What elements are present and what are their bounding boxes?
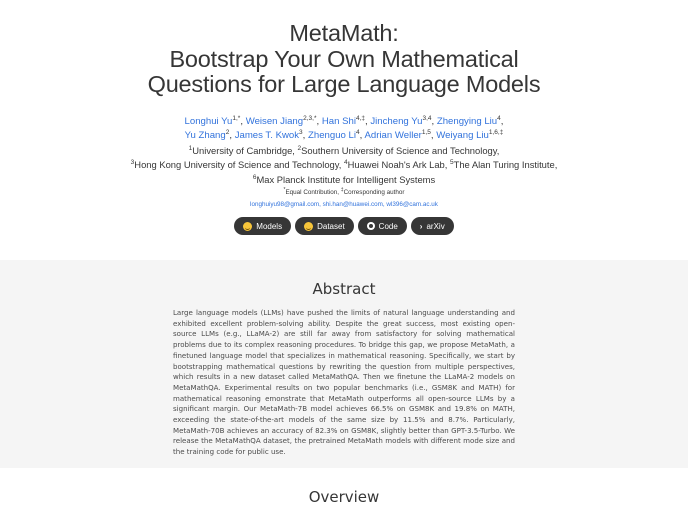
- author-sup: 4: [356, 129, 360, 136]
- models-label: Models: [256, 221, 283, 231]
- author-link[interactable]: Zhenguo Li: [308, 130, 357, 141]
- author-notes: [0, 189, 688, 196]
- code-label: Code: [378, 221, 398, 231]
- code-button[interactable]: [358, 217, 407, 235]
- author-link[interactable]: Zhengying Liu: [436, 115, 498, 127]
- overview-heading: Overview: [308, 488, 380, 506]
- abstract-text: Large language models (LLMs) have pushed the limits of natural language understanding and exhibited excellent problem-solving ability. Despite the great success, most existing open-source LLMs (e.g., LLaMA-2) are still far away from satisfactory for solving mathematical problems due to its complex reasoning procedures. To bridge this gap, we propose MetaMath, a finetuned language model that specializes in mathematical reasoning. Specifically, we start by bootstrapping mathematical questions by rewriting the question from multiple perspectives, which results in a new dataset called MetaMathQA. Then we finetune the LLaMA-2 models on MetaMathQA. Experimental results on two popular benchmarks (i.e., GSM8K and MATH) for mathematical reasoning emonstrate that MetaMath outperforms all open-source LLMs by a significant margin. Our MetaMath-7B model achieves 66.5% on GSM8K and 19.8% on MATH, exceeding the state-of-the-art models of the same size by 11.5% and 8.7%. Particularly, MetaMath-70B achieves an accuracy of 82.3% on GSM8K, slightly better than GPT-3.5-Turbo. We release the MetaMathQA dataset, the pretrained MetaMath models with different mode size and the training code for public use.: [173, 308, 515, 457]
- hugging-face-icon: [243, 222, 252, 231]
- affiliation: The Alan Turing Institute,: [453, 159, 558, 170]
- overview-section: [0, 468, 688, 506]
- author-sup: 3,4: [422, 114, 432, 122]
- author-link[interactable]: Jincheng Yu: [370, 115, 423, 127]
- abstract-heading: Abstract: [312, 280, 376, 298]
- author-sup: 2: [225, 129, 230, 136]
- contact-emails[interactable]: longhuiyu98@gmail.com, shi.han@huawei.com, wl396@cam.ac.uk: [250, 201, 438, 208]
- affiliation: Max Planck Institute for Intelligent Systems: [256, 173, 436, 185]
- affiliation: Southern University of Science and Technology,: [301, 144, 500, 156]
- arxiv-label: arXiv: [426, 221, 445, 231]
- author-sup: 1,*: [232, 114, 241, 122]
- dataset-label: Dataset: [317, 221, 345, 231]
- abstract-section: [0, 260, 688, 468]
- author-link[interactable]: Yu Zhang: [184, 130, 226, 141]
- author-sup: 4: [497, 114, 501, 122]
- author-sup: 4,‡: [355, 114, 366, 122]
- author-link[interactable]: Weisen Jiang: [245, 115, 304, 127]
- author-link[interactable]: Han Shi: [321, 115, 356, 127]
- paper-title: [0, 0, 688, 98]
- author-sup: 1,6,‡: [488, 129, 504, 136]
- affiliation: Hong Kong University of Science and Technology,: [134, 159, 342, 170]
- github-icon: [367, 222, 375, 230]
- note-mark: *: [283, 187, 286, 193]
- author-link[interactable]: James T. Kwok: [234, 130, 300, 141]
- note-mark: ‡: [340, 187, 344, 193]
- author-list: Longhui $Yu^{1,*}$, Weisen Jiang$^{2,3,*}$, Han Shi$^{4,\ddagger}$, Jincheng Yu$^{3,4}$, Zhengying Liu$^4$, Yu Zhang$^2$, James T. Kwok$^3$, Zhenguo Li$^4$, Adrian Weller$^{1,5}$, Weiyang Liu$^{1,6,\ddagger}$: [184, 114, 504, 141]
- link-buttons: [0, 217, 688, 235]
- author-link[interactable]: Adrian Weller: [364, 130, 422, 141]
- title-line-3: Questions for Large Language Models: [147, 71, 541, 97]
- author-link[interactable]: Weiyang Liu: [436, 130, 489, 141]
- author-sup: 1,5: [421, 129, 431, 136]
- title-line-1: MetaMath:: [289, 20, 399, 46]
- arxiv-icon: ›: [419, 221, 423, 231]
- author-sup: 2,3,*: [303, 114, 317, 122]
- affiliations: $^1$University of Cambridge, $^2$Southern University of Science and Technology, $^3$Hong Kong University of Science and Technology, $^4$Huawei Noah's Ark Lab, $^5$The Alan Turing Institute, $^6$Max Planck Institute for Intelligent Systems: [130, 144, 558, 185]
- affiliation: University of Cambridge,: [192, 144, 295, 156]
- arxiv-button[interactable]: [411, 217, 454, 235]
- author-sup: 3: [299, 129, 303, 136]
- equal-contribution-note: Equal Contribution,: [285, 189, 340, 196]
- dataset-button[interactable]: [295, 217, 354, 235]
- hugging-face-icon: [304, 222, 313, 231]
- models-button[interactable]: [234, 217, 291, 235]
- author-link[interactable]: Longhui Yu: [184, 115, 233, 127]
- affiliation: Huawei Noah's Ark Lab,: [347, 159, 448, 170]
- title-line-2: Bootstrap Your Own Mathematical: [169, 45, 519, 72]
- corresponding-author-note: Corresponding author: [343, 189, 405, 196]
